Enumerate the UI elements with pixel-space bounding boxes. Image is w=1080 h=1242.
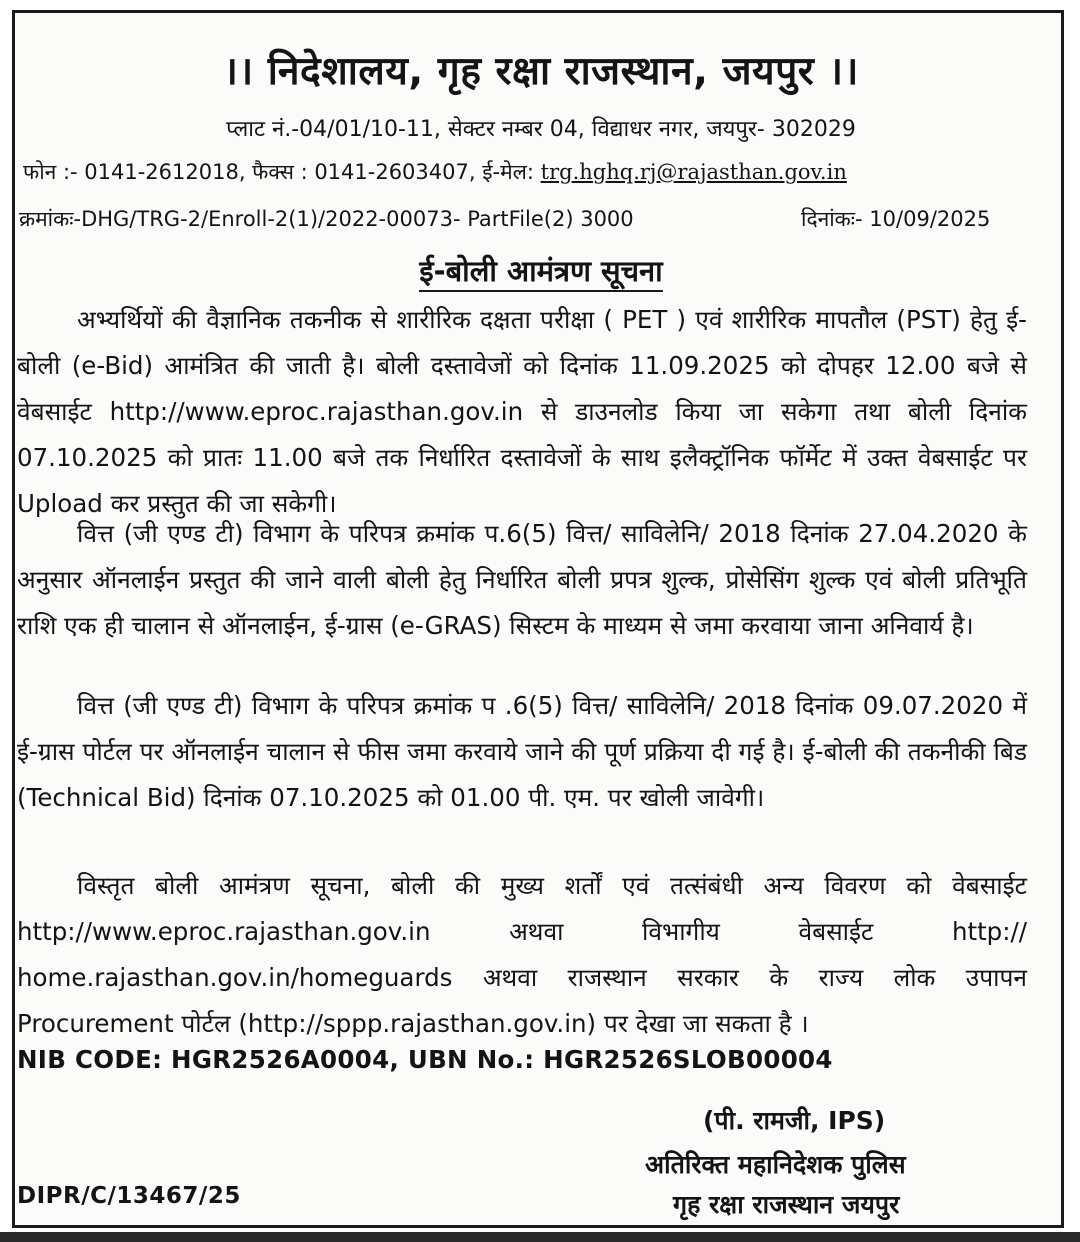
signatory-name: (पी. रामजी, IPS): [703, 1106, 886, 1135]
office-address: प्लाट नं.-04/01/10-11, सेक्टर नम्बर 04, विद्याधर नगर, जयपुर- 302029: [226, 117, 856, 142]
notice-frame: [12, 10, 1064, 1228]
notice-heading: ई-बोली आमंत्रण सूचना: [15, 251, 1067, 290]
email-address: trg.hghq.rj@rajasthan.gov.in: [540, 160, 847, 184]
issue-date: दिनांकः- 10/09/2025: [801, 207, 991, 231]
nib-ubn-code: NIB CODE: HGR2526A0004, UBN No.: HGR2526SLOB00004: [17, 1045, 833, 1074]
paragraph-2: वित्त (जी एण्ड टी) विभाग के परिपत्र क्रमांक प.6(5) वित्त/ साविलेनि/ 2018 दिनांक 27.04.2020 के अनुसार ऑनलाईन प्रस्तुत की जाने वाली बोली हेतु निर्धारित बोली प्रपत्र शुल्क, प्रोसेसिंग शुल्क एवं बोली प्रतिभूति राशि एक ही चालान से ऑनलाईन, ई-ग्रास (e-GRAS) सिस्टम के माध्यम से जमा करवाया जाना अनिवार्य है।: [17, 519, 1027, 640]
signatory-organization: गृह रक्षा राजस्थान जयपुर: [673, 1190, 900, 1219]
paragraph-1: अभ्यर्थियों की वैज्ञानिक तकनीक से शारीरिक दक्षता परीक्षा ( PET ) एवं शारीरिक मापतौल (PST) हेतु ई-बोली (e-Bid) आमंत्रित की जाती है। बोली दस्तावेजों को दिनांक 11.09.2025 को दोपहर 12.00 बजे से वेबसाईट http://www.eproc.rajasthan.gov.in से डाउनलोड किया जा सकेगा तथा बोली दिनांक 07.10.2025 को प्रातः 11.00 बजे तक निर्धारित दस्तावेजों के साथ इलैक्ट्रॉनिक फॉर्मेट में उक्त वेबसाईट पर Upload कर प्रस्तुत की जा सकेगी।: [17, 305, 1027, 518]
signatory-designation: अतिरिक्त महानिदेशक पुलिस: [645, 1150, 906, 1179]
paragraph-4: विस्तृत बोली आमंत्रण सूचना, बोली की मुख्य शर्तों एवं तत्संबंधी अन्य विवरण को वेबसाईट http://www.eproc.rajasthan.gov.in अथवा विभागीय वेबसाईट http:// home.rajasthan.gov.in/homeguards अथवा राजस्थान सरकार के राज्य लोक उपापन Procurement पोर्टल (http://sppp.rajasthan.gov.in) पर देखा जा सकता है ।: [17, 871, 1027, 1038]
contact-line: [23, 158, 847, 186]
dipr-code: DIPR/C/13467/25: [17, 1183, 241, 1209]
reference-line: [19, 205, 991, 233]
bottom-edge: [0, 1232, 1080, 1242]
phone-fax: फोन :- 0141-2612018, फैक्स : 0141-2603407, ई-मेल:: [23, 160, 541, 184]
paragraph-3: वित्त (जी एण्ड टी) विभाग के परिपत्र क्रमांक प .6(5) वित्त/ साविलेनि/ 2018 दिनांक 09.07.2020 में ई-ग्रास पोर्टल पर ऑनलाईन चालान से फीस जमा करवाये जाने की पूर्ण प्रक्रिया दी गई है। ई-बोली की तकनीकी बिड (Technical Bid) दिनांक 07.10.2025 को 01.00 पी. एम. पर खोली जावेगी।: [17, 691, 1027, 812]
office-title: ।। निदेशालय, गृह रक्षा राजस्थान, जयपुर ।।: [223, 49, 859, 94]
reference-number: क्रमांकः-DHG/TRG-2/Enroll-2(1)/2022-00073- PartFile(2) 3000: [19, 207, 634, 231]
